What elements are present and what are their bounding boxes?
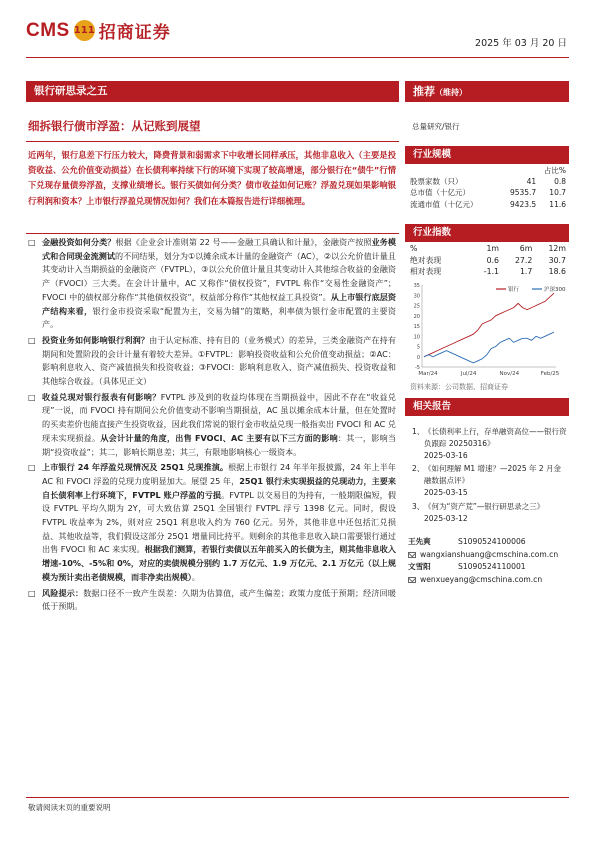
report-title: 细拆银行债市浮盈：从记账到展望 <box>28 119 201 133</box>
footer-disclaimer: 敬请阅读末页的重要说明 <box>28 803 111 812</box>
table-row: 总市值（十亿元） 9535.7 10.7 <box>410 188 566 198</box>
research-category: 总量研究/银行 <box>412 122 460 131</box>
rating-label: 推荐 <box>413 85 435 98</box>
list-item[interactable]: 3、 《何为“资产荒”—银行研思录之三》 2025-03-12 <box>412 501 568 525</box>
y-tick-label: 5 <box>416 344 420 351</box>
rating-banner <box>405 81 569 102</box>
mail-icon <box>408 577 416 583</box>
analyst-name: 文雪阳 <box>408 562 431 572</box>
report-date: 2025-03-15 <box>424 487 468 497</box>
report-date: 2025 年 03 月 20 日 <box>475 38 567 49</box>
title-divider <box>26 141 399 142</box>
column-header: 占比% <box>543 166 566 175</box>
y-tick-label: 20 <box>413 313 420 320</box>
report-link[interactable]: 《长债利率上行，存单融资高位——银行资负跟踪 20250316》 <box>424 427 567 448</box>
analyst-list <box>408 536 568 586</box>
table-row: 绝对表现 0.6 27.2 30.7 <box>410 255 566 265</box>
analyst-entry <box>408 561 568 574</box>
x-tick-label: Feb/25 <box>540 371 560 377</box>
footer-divider <box>26 797 569 798</box>
y-tick-label: 15 <box>413 324 420 330</box>
series-line-bank <box>424 293 554 357</box>
y-tick-label: 0 <box>416 354 420 361</box>
y-tick-label: 35 <box>413 283 420 289</box>
x-tick-label: Mar/24 <box>418 371 438 377</box>
company-logo <box>26 18 171 43</box>
bullet-risk: □ 风险提示：数据口径不一致产生误差：久期为估算值，或产生偏差；政策力度低于预期；经济回暖低于预期。 <box>28 587 396 614</box>
analyst-cert: S1090524110001 <box>458 562 526 572</box>
table-row: 流通市值（十亿元） 9423.5 11.6 <box>410 199 566 209</box>
table-row: 股票家数（只） 41 0.8 <box>410 177 566 187</box>
report-date: 2025-03-16 <box>424 450 468 460</box>
analyst-entry <box>408 536 568 549</box>
industry-index-table <box>410 243 566 278</box>
abstract-divider <box>26 233 399 234</box>
key-points <box>28 236 396 616</box>
y-tick-label: 25 <box>413 303 420 310</box>
logo-text-cn: 招商证券 <box>98 23 171 43</box>
index-performance-chart <box>408 281 568 381</box>
x-tick-label: Nov/24 <box>499 371 520 377</box>
mail-icon <box>408 552 416 558</box>
analyst-email[interactable]: wenxueyang@cmschina.com.cn <box>420 574 543 584</box>
analyst-cert: S1090524100006 <box>458 537 526 546</box>
y-tick-label: 30 <box>413 293 420 300</box>
y-tick-label: 10 <box>413 334 420 341</box>
table-row: 相对表现 -1.1 1.7 18.6 <box>410 267 566 276</box>
y-tick-label: -5 <box>415 365 420 371</box>
analyst-email-row[interactable] <box>408 574 568 587</box>
report-date: 2025-03-12 <box>424 513 468 523</box>
bullet-classification: □ 金融投资如何分类？根据《企业会计准则第 22 号——金融工具确认和计量》，金融资产按照业务模式和合同现金流测试的不同结果，划分为①以摊余成本计量的金融资产（AC），②以公允价值计量且其变动计入当期损益的金融资产（FVTPL），③以公允价值计量且其变动计入其他综合收益的金融资产（FVOCI）三大类。在会计计量中，AC 又称作“债权投资”，FVTPL 称作“交易性金融资产”；FVOCI 中的债权部分称作“其他债权投资”，权益部分称作“其他权益工具投资”。从上市银行底层资产结构来看，银行金市投资采取“配置为主，交易为辅”的策略，利率债为银行金市配置的主要资产。 <box>28 236 396 332</box>
list-item[interactable]: 2、 《如何理解 M1 增速？—2025 年 2 月金融数据点评》 2025-03-15 <box>412 463 568 498</box>
series-banner: 银行研思录之五 <box>26 81 399 102</box>
industry-index-title: 行业指数 <box>405 224 569 242</box>
industry-scale-title: 行业规模 <box>405 146 569 164</box>
chart-svg <box>408 281 568 381</box>
bullet-profit-impact: □ 投资业务如何影响银行利润？由于认定标准、持有目的（业务模式）的差异，三类金融资产在持有期间和处置阶段的会计计量有着较大差异。①FVTPL：影响投资收益和公允价值变动损益；②AC：影响利息收入、资产减值损失和投资收益；③FVOCI：影响利息收入、资产减值损失、投资收益和其他综合收益。（具体见正文） <box>28 334 396 389</box>
logo-badge-icon: 111 <box>74 20 95 41</box>
analyst-email[interactable]: wangxianshuang@cmschina.com.cn <box>420 549 559 559</box>
table-row <box>410 165 566 176</box>
list-item[interactable]: 1、 《长债利率上行，存单融资高位——银行资负跟踪 20250316》 2025-03-16 <box>412 427 567 460</box>
table-row: % 1m 6m 12m <box>410 244 566 253</box>
bullet-2024-review: □ 上市银行 24 年浮盈兑现情况及 25Q1 兑现推演。根据上市银行 24 年半年报披露，24 年上半年 AC 和 FVOCI 浮盈的兑现力度明显加大。展望 25 年，25Q1 银行未实现损益的兑现动力，主要来自长债利率上行环境下，FVTPL 账户浮盈的亏损。FVTPL 以交易目的为持有，一般期限偏短，假设 FVTPL 平均久期为 2Y，可大致估算 25Q1 全国银行 FVTPL 浮亏 1398 亿元。同时，假设 FVTPL 收益率为 2%，则对应 25Q1 利息收入约为 760 亿元。另外，其他非息中还包括汇兑损益、其他收益等，我们假设这部分 25Q1 增量同比持平。则剩余的其他非息收入缺口需要银行通过出售 FVOCI 和 AC 来实现。根据我们测算，若银行卖债以五年前买入的长债为主，则其他非息收入增速-10%、-5%和 0%，对应的卖债规模分别约 1.7 万亿元、1.9 万亿元、2.1 万亿元（以上规模为预计卖出老债规模，而非净卖出规模）。 <box>28 461 396 584</box>
analyst-name: 王先爽 <box>408 537 431 546</box>
related-reports-title: 相关报告 <box>405 398 569 416</box>
related-reports-list <box>412 426 568 526</box>
chart-source: 资料来源：公司数据、招商证券 <box>410 383 508 391</box>
rating-sub: （维持） <box>435 88 467 97</box>
report-link[interactable]: 《如何理解 M1 增速？—2025 年 2 月金融数据点评》 <box>424 464 562 486</box>
legend-label: 银行 <box>508 287 520 293</box>
industry-scale-table <box>410 165 566 210</box>
header-divider <box>26 57 569 58</box>
bullet-realization: □ 收益兑现对银行报表有何影响？FVTPL 涉及到的收益均体现在当期损益中，因此不存在“收益兑现”一说，而 FVOCI 持有期间公允价值变动不影响当期损益，AC 虽以摊余成本计量，但在处置时的买卖差价也能直接产生投资收益，因此我们常说的银行金市收益兑现一般指卖出 FVOCI 和 AC 兑现未实现损益。从会计计量的角度，出售 FVOCI、AC 主要有以下三方面的影响：其一，影响当期“投资收益”；其二，影响长期息差；其三，有限地影响核心一级资本。 <box>28 391 396 460</box>
logo-text-en: CMS <box>26 19 70 41</box>
report-link[interactable]: 《何为“资产荒”—银行研思录之三》 <box>424 501 545 511</box>
legend-label: 沪深300 <box>544 287 566 293</box>
analyst-email-row[interactable] <box>408 549 568 562</box>
abstract: 近两年，银行息差下行压力较大，降费背景和弱需求下中收增长同样承压，其他非息收入（主要是投资收益、公允价值变动损益）在长债利率持续下行的环境下实现了较高增速，部分银行在“债牛”行情下兑现存量债券浮盈，支撑业绩增长。银行买债如何分类？债市收益如何记账？浮盈兑现如果影响银行利润和资本？上市银行浮盈兑现情况如何？我们在本篇报告进行详细梳理。 <box>28 150 396 206</box>
x-tick-label: Jul/24 <box>460 371 477 377</box>
